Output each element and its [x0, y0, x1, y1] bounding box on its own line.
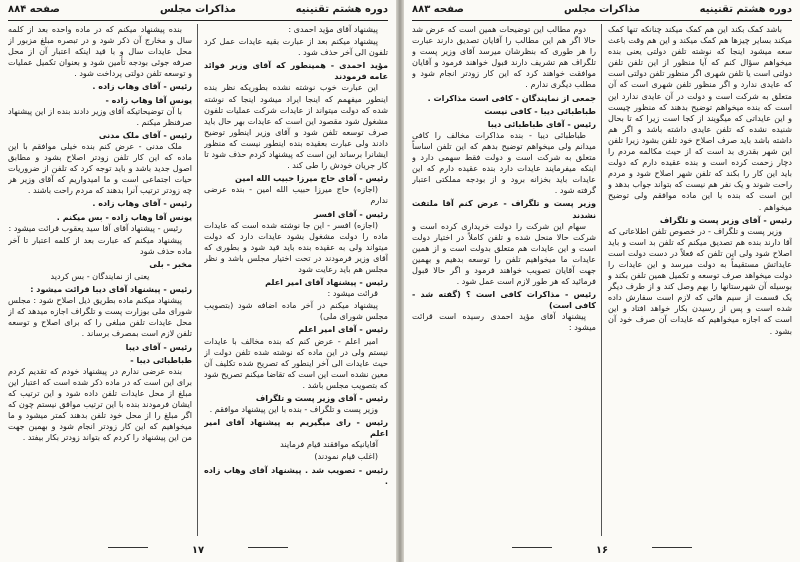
speaker-line: رئیس - آقای امیر اعلم: [298, 324, 388, 335]
speaker-line: وزیر پست و تلگراف - عرض کنم آقا ملتفت نشدند: [412, 198, 596, 220]
paragraph: امیر اعلم - عرض کنم که بنده مخالف با عایدات نیستم ولی در این ماده که نوشته شده تلفن دولت از حیث عایدات الی آخر اینطور که تصریح شده تکلیف آن معین نشده است این است که تقاضا میکنم تصریح شود که بتصویب مجلس باشد .: [204, 335, 388, 390]
speaker-line: مخبر - بلی: [149, 258, 192, 269]
left-page-header: [8, 4, 388, 20]
speaker-line: رئیس - آقای ملک مدنی: [98, 129, 192, 140]
right-page-header: [412, 4, 792, 20]
speaker-line: رئیس - آقای وزیر پست و تلگراف: [659, 214, 792, 225]
paragraph: پیشنهاد آقای مؤید احمدی رسیده است قرائت میشود :: [412, 311, 596, 333]
paragraph: وزیر پست و تلگراف - بنده با این پیشنهاد موافقم .: [209, 404, 378, 415]
left-header-page-no: صفحه ۸۸۴: [8, 4, 60, 15]
left-column-divider: [197, 24, 198, 536]
right-column-divider: [601, 24, 602, 536]
speaker-line: رئیس - پیشنهاد آقای دیبا قرائت میشود :: [30, 284, 192, 295]
right-page-number: ۱۶: [595, 545, 609, 556]
left-header-period: دوره هشتم تقنینیه: [295, 4, 388, 15]
paragraph: قرائت میشود :: [327, 288, 378, 299]
right-header-page-no: صفحه ۸۸۳: [412, 4, 464, 15]
paragraph: پیشنهاد میکنم ماده بطریق ذیل اصلاح شود : مجلس شورای ملی بوزارت پست و تلگراف اجازه میدهد که از محل عایدات تلفن مبلغی را که برای اصلاح و توسعه تلفن لازم است بمصرف برساند .: [8, 295, 192, 339]
paragraph: طباطبائی دیبا - بنده مذاکرات مخالف را کافی میدانم ولی میخواهم توضیح بدهم که این تلفن اساساً متعلق به شرکت است و دولت فقط سهمی دارد و اینکه میفرمایند عایدات دارد بنده عقیده دارم که این عایدات باید بخزانه برود و از بودجه مملکتی اعتبار گرفته شود .: [412, 129, 596, 196]
left-page-right-column: [204, 24, 388, 536]
right-header-title: مذاکرات مجلس: [563, 4, 640, 15]
speaker-line: رئیس - آقای وزیر پست و تلگراف: [255, 393, 388, 403]
paragraph: پیشنهاد میکنم در آخر ماده اضافه شود (بتصویب مجلس شورای ملی): [204, 300, 388, 322]
left-header-title: مذاکرات مجلس: [159, 4, 236, 15]
speaker-line: رئیس - آقای وهاب زاده .: [92, 198, 192, 209]
paragraph: پیشنهاد آقای مؤید احمدی :: [288, 24, 378, 34]
speaker-line: طباطبائی دیبا -: [130, 354, 192, 365]
right-page: [404, 0, 800, 562]
right-header-rule: [412, 20, 792, 21]
speaker-line: رئیس - آقای وهاب زاده .: [92, 81, 192, 92]
speaker-line: یونس آقا وهاب زاده -: [105, 94, 192, 105]
left-page: [0, 0, 396, 562]
paragraph: پیشنهاد میکنم بعد از عبارت بقیه عایدات عمل کرد تلفون الی آخر حذف شود .: [204, 36, 388, 58]
paragraph: (اجازه) حاج میرزا حبیب الله امین - بنده عرضی ندارم: [204, 184, 388, 206]
paragraph: باشد کمک بکند این هم کمک میکند چنانکه تنها کمک میکند بسایر چیزها هم کمک میکند و این هم وقت باعث سعه میشود اینجا که نوشته تلفن دولتی یعنی بنده میخواهم سؤال کنم که آیا منظور از این تلفن تلفن دولتی است یا تلفن شهری اگر منظور تلفن دولتی است که عایدی ندارد و اگر منظور تلفن شهری است که آن متعلق به شرکت است و دولت در آن عایدی ندارد این است که بنده میخواهم توضیح بدهند که منظور چیست و این عایداتی که میگویند از کجا است زیرا که تا بحال شنیده نشده که تلفن عایدی داشته باشد و اگر هم داشته باشد باید صرف اصلاح خود تلفن بشود زیرا تلفن این شهر بقدری بد است که از حیث مکالمه مردم را دچار زحمت کرده است و بنده عقیده دارم که دولت باید این کار را بکند که تلفن شهر اصلاح شود و مردم راحت شوند و یک نفر هم نیست که بتواند جواب بدهد و این است که بنده با این ماده موافقم ولی توضیح میخواهم .: [608, 24, 792, 212]
book-gutter: [396, 0, 404, 562]
left-page-left-column: [8, 24, 192, 536]
paragraph: پیشنهاد میکنم که عبارت بعد از کلمه اعتبار تا آخر ماده حذف شود: [8, 234, 192, 256]
speaker-line: یونس آقا وهاب زاده - بس میکنم .: [56, 211, 192, 222]
paragraph: بنده پیشنهاد میکنم که در ماده واحده بعد از کلمه سال و مخارج آن ذکر شود و در تبصره مبلغ مزبور از محل عایدات سال و با قید اینکه اعتبار آن از محل صرفه جوئی بودجه تأمین شود و بعنوان تکمیل عملیات و توسعه تلفن دولتی پرداخت شود .: [8, 24, 192, 79]
speaker-line: رئیس - پیشنهاد آقای امیر اعلم: [265, 277, 388, 288]
paragraph: دوم مطالب این توضیحات همین است که عرض شد حالا اگر هم این مطالب را آقایان تصدیق دارند عبارت را هر طوری که بنظرشان میرسد آقای وزیر پست و تلگراف هم تشریف دارند قبول خواهند فرمود و آقایان موافقت خواهند کرد که این کار زودتر انجام شود و مطلب دیگری ندارم .: [412, 24, 596, 90]
speaker-line: جمعی از نمایندگان - کافی است مذاکرات .: [427, 92, 596, 103]
right-page-left-column: [412, 24, 596, 536]
paragraph: این عبارت خوب نوشته نشده بطوریکه نظر بنده اینطور میفهمم که اینجا ایراد میشود اینجا که نوشته شده که دولت میتواند از عایدات شرکت عملیات تلفون مشغول شود مقصود این است که عایدات بهر حال باید صرف توسعه تلفن شود و آقای وزیر اینطور توضیح دادند ولی عبارت بعقیده بنده اینطور نیست که منظور ایشانرا برساند این است که پیشنهاد کردم حذف شود تا کار جریان خودش را طی کند .: [204, 82, 388, 171]
paragraph: وزیر پست و تلگراف - در خصوص تلفن اطلاعاتی که آقا دارند بنده هم تصدیق میکنم که تلفن بد است و باید اصلاح شود ولی این تلفن که فعلاً در دست دولت است عایداتش مستقیماً به دولت میرسد و این عایدات را دولت میخواهد صرف توسعه و تکمیل همین تلفن بکند و بوسیله آن شهرستانها را بهم وصل کند و از طرف دیگر یک قسمت از سیم هائی که لازم است سفارش داده شده است و پس از رسیدن بکار خواهد افتاد و این است که اجازه میخواهیم که عایدات آن صرف خود آن بشود .: [608, 225, 792, 336]
paragraph: ملک مدنی - عرض کنم بنده خیلی موافقم با این ماده که این کار تلفن زودتر اصلاح بشود و مطابق اصول جدید باشد و باید توجه کرد که تلفن از ضروریات حیات اجتماعی است و ما امیدواریم که آقای وزیر هر چه زودتر ترتیب آنرا بدهند که مردم راحت باشند .: [8, 140, 192, 196]
paragraph: رئیس - پیشنهاد آقای آقا سید یعقوب قرائت میشود :: [8, 222, 182, 233]
left-page-number: ۱۷: [191, 545, 205, 556]
speaker-line: رئیس - تصویب شد . پیشنهاد آقای وهاب زاده .: [204, 464, 388, 486]
speaker-line: رئیس - آقای حاج میرزا حبیب الله امین: [235, 173, 388, 184]
speaker-line: طباطبائی دیبا - کافی نیست: [484, 105, 596, 116]
right-page-right-column: [608, 24, 792, 536]
paragraph: سهام این شرکت را دولت خریداری کرده است و شرکت حالا منحل شده و تلفن کاملاً در اختیار دولت است و این عایدات هم متعلق بدولت است و از همین عایدات ما میخواهیم تلفن را توسعه بدهیم و بهمین جهت آقایان تصویب خواهند فرمود و اگر حالا قبول فرمائید که هر طور لازم است عمل شود .: [412, 220, 596, 287]
paragraph: با آن توضیحاتیکه آقای وزیر دادند بنده از این پیشنهاد صرفنظر میکنم .: [8, 105, 192, 127]
centered-line: یعنی از نمایندگان - بس کردید: [50, 270, 150, 281]
left-header-rule: [8, 20, 388, 21]
speaker-line: رئیس - آقای دیبا: [125, 341, 192, 352]
speaker-line: رئیس - آقای افسر: [313, 208, 388, 219]
speaker-line: رئیس - آقای طباطبائی دیبا: [487, 118, 596, 129]
paragraph: (اغلب قیام نمودند): [314, 451, 378, 462]
speaker-line: رئیس - رای میگیریم به پیشنهاد آقای امیر اعلم: [204, 417, 388, 439]
paragraph: آقایانیکه موافقند قیام فرمایند: [280, 439, 378, 450]
speaker-line: مؤید احمدی - همینطور که آقای وزیر فوائد عامه فرمودند: [204, 60, 388, 82]
paragraph: بنده عرضی ندارم در پیشنهاد خودم که تقدیم کردم برای این است که در ماده ذکر شده است که اعتبار این مبلغ از محل عایدات تلفن داده شود و این ترتیب که ایشان فرمودند بنده با این ترتیب موافق نیستم چون که اگر مبلغ را از محل خود تلفن بدهند کمتر میشود و ما میخواهیم که این کار زودتر انجام شود و بهمین جهت من این پیشنهاد را کردم که بتواند زودتر بکار بیفتد .: [8, 365, 192, 443]
speaker-line: رئیس - مذاکرات کافی است ؟ (گفته شد - کافی است): [412, 289, 596, 311]
paragraph: (اجازه) افسر - این جا نوشته شده است که عایدات ماده را دولت مشغول بشود عایدات دارد که دولت میتواند ولی به عقیده بنده باید قید شود و بطوری که آقای وزیر فرمودند در تحت اختیار مجلس باشد و نظر مجلس هم باید رعایت شود: [204, 219, 388, 274]
right-header-period: دوره هشتم تقنینیه: [699, 4, 792, 15]
